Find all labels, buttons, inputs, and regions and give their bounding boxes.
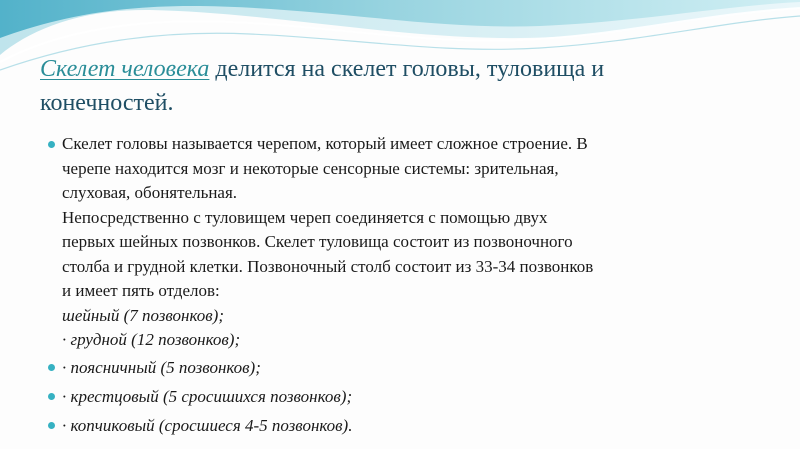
title-text-line2: конечностей. [40, 90, 174, 116]
paragraph-line: первых шейных позвонков. Скелет туловища состоит из позвоночного [62, 232, 573, 251]
paragraph-line: столба и грудной клетки. Позвоночный столб состоит из 33-34 позвонков [62, 256, 594, 276]
section-item-sacral: · крестцовый (5 сросишихся позвонков); [44, 382, 764, 411]
bullet-icon [48, 364, 55, 371]
paragraph-line: и имеет пять отделов: [62, 281, 220, 300]
bullet-icon [48, 141, 55, 148]
slide-content [44, 132, 764, 440]
paragraph-line: черепе находится мозг и некоторые сенсорные системы: зрительная, [62, 158, 559, 178]
paragraph-line: Непосредственно с туловищем череп соединяется с помощью двух [62, 207, 548, 227]
title-link[interactable]: Скелет человека [40, 56, 210, 82]
main-paragraph [44, 132, 764, 353]
section-item-lumbar: · поясничный (5 позвонков); [44, 353, 764, 382]
section-item-coccygeal: · копчиковый (сросшиеся 4-5 позвонков). [44, 411, 764, 440]
paragraph-line: слуховая, обонятельная. [62, 183, 238, 202]
section-item-thoracic: · грудной (12 позвонков); [62, 330, 241, 349]
section-item-cervical: шейный (7 позвонков); [62, 305, 224, 325]
title-text: делится на скелет головы, туловища и [209, 56, 605, 82]
bullet-icon [48, 393, 55, 400]
bullet-icon [48, 422, 55, 429]
slide-title [40, 52, 780, 120]
paragraph-line: Скелет головы называется черепом, который имеет сложное строение. В [62, 134, 588, 153]
